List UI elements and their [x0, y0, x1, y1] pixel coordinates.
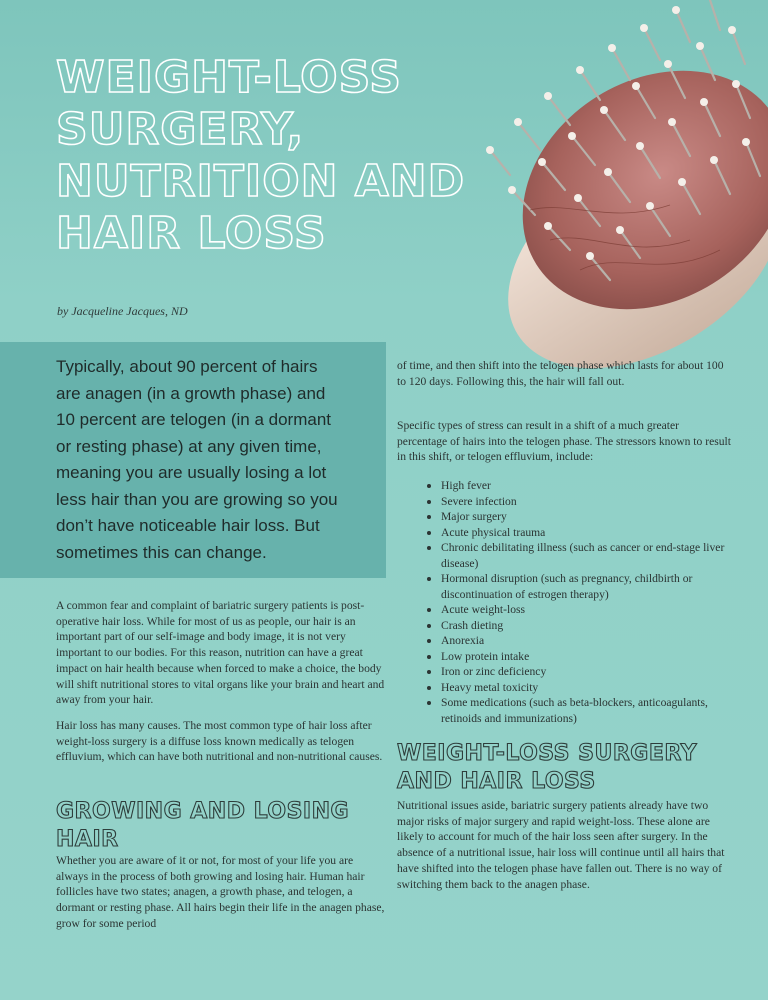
stress-paragraph: Specific types of stress can result in a shift of a much greater percentage of hairs into the telogen phase. The stressors known to result in this shift, or telogen effluvium, include: [397, 419, 731, 464]
author-byline: by Jacqueline Jacques, ND [57, 304, 188, 318]
section-heading-growing-losing: GROWING AND LOSING HAIR [56, 799, 350, 852]
list-item: Major surgery [425, 509, 735, 525]
list-item: Acute weight-loss [425, 602, 735, 618]
list-item: Chronic debilitating illness (such as cancer or end-stage liver disease) [425, 540, 735, 571]
list-item: High fever [425, 478, 735, 494]
list-item: Some medications (such as beta-blockers, anticoagulants, retinoids and immunizations) [425, 695, 735, 726]
list-item: Severe infection [425, 494, 735, 510]
list-item: Iron or zinc deficiency [425, 664, 735, 680]
wls-paragraph: Nutritional issues aside, bariatric surgery patients already have two major risks of major surgery and rapid weight-loss. These alone are likely to account for much of the hair loss seen after surgery. In the absence of a nutritional issue, hair loss will continue until all hairs that have shifted into the telogen phase have fallen out. There is no way of switching them back to the anagen phase. [397, 799, 725, 891]
causes-paragraph: Hair loss has many causes. The most common type of hair loss after weight-loss surgery is a diffuse loss known medically as telogen effluvium, which can have both nutritional and non-nutritional causes. [56, 719, 383, 764]
list-item: Anorexia [425, 633, 735, 649]
list-item: Hormonal disruption (such as pregnancy, childbirth or discontinuation of estrogen therapy) [425, 571, 735, 602]
pull-quote-text: Typically, about 90 percent of hairs are anagen (in a growth phase) and 10 percent are telogen (in a dormant or resting phase) at any given time, meaning you are usually losing a lot less hair than you are growing so you don’t have noticeable hair loss. But sometimes this can change. [56, 357, 338, 562]
list-item: Heavy metal toxicity [425, 680, 735, 696]
section-heading-wls-hair-loss: WEIGHT-LOSS SURGERY AND HAIR LOSS [397, 741, 698, 794]
stressors-list [425, 478, 735, 726]
list-item: Crash dieting [425, 618, 735, 634]
telogen-continuation-paragraph: of time, and then shift into the telogen phase which lasts for about 100 to 120 days. Following this, the hair will fall out. [397, 359, 724, 388]
intro-paragraph: A common fear and complaint of bariatric surgery patients is post-operative hair loss. While for most of us as people, our hair is an important part of our self-image and body image, it is not very important to our bodies. For this reason, nutrition can have a great impact on hair health because when forced to make a choice, the body will shift nutritional stores to vital organs like your brain and heart and away from your hair. [56, 599, 385, 707]
growing-paragraph: Whether you are aware of it or not, for most of your life you are always in the process of both growing and losing hair. Human hair follicles have two states; anagen, a growth phase, and telogen, a dormant or resting phase. All hairs begin their life in the anagen phase, grow for some period [56, 854, 385, 930]
list-item: Low protein intake [425, 649, 735, 665]
list-item: Acute physical trauma [425, 525, 735, 541]
pull-quote-box [0, 342, 386, 578]
article-title: WEIGHT-LOSS SURGERY, NUTRITION AND HAIR LOSS [56, 52, 466, 259]
